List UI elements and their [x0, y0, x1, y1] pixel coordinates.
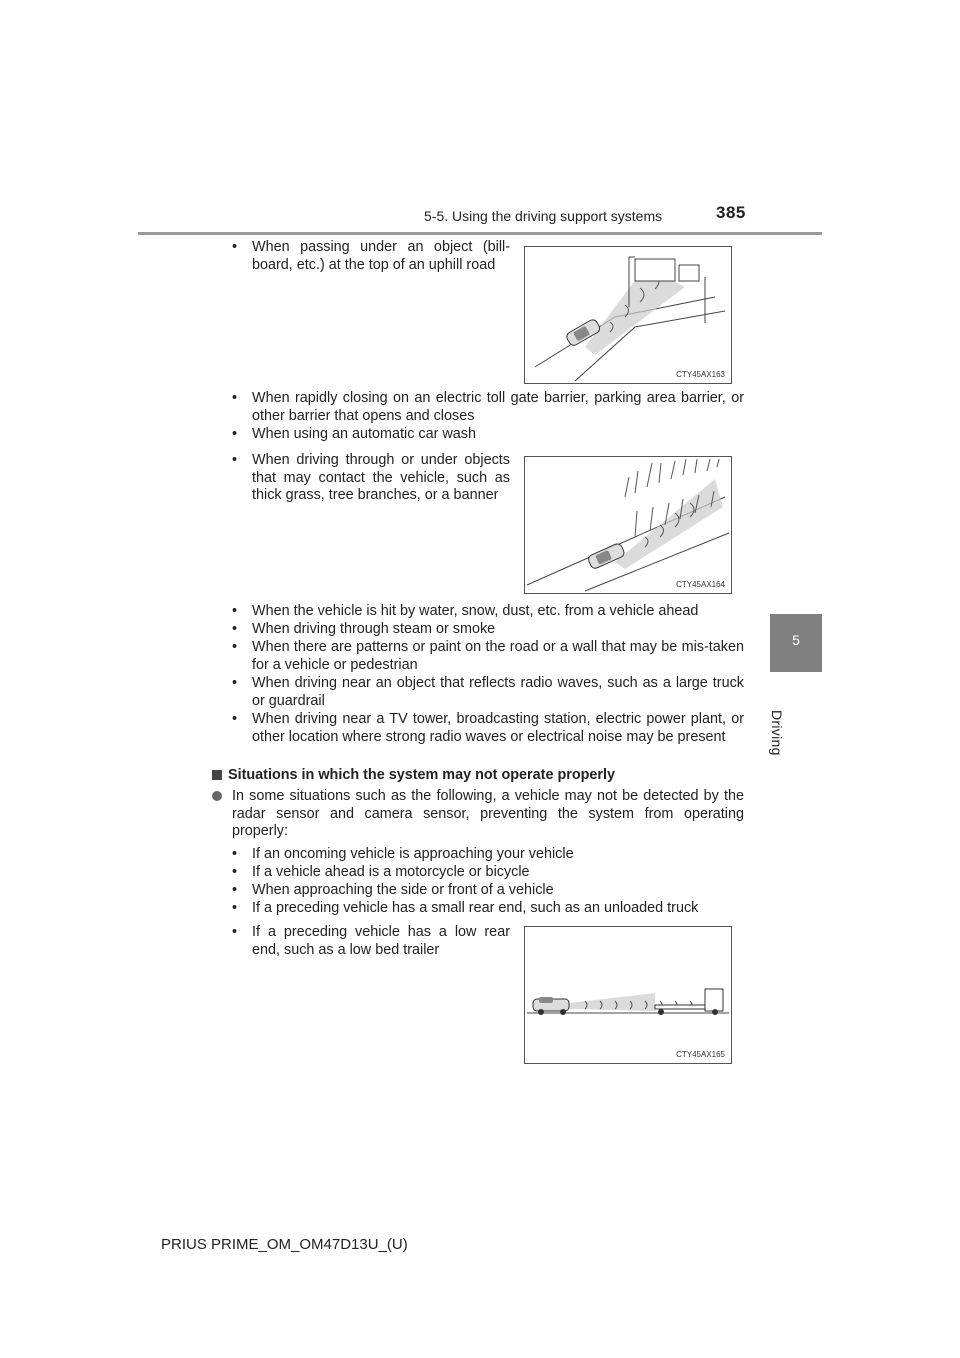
chapter-label: Driving — [769, 710, 785, 756]
section-title: 5-5. Using the driving support systems — [424, 208, 663, 224]
list-item: • If a preceding vehicle has a low rear end, such as a low bed trailer — [232, 924, 510, 958]
list-item: • When the vehicle is hit by water, snow, dust, etc. from a vehicle ahead — [232, 603, 699, 619]
list-item: • When driving through or under objects that may contact the vehicle, such as thick grass, tree branches, or a banner — [232, 452, 510, 504]
grass-branches-illustration — [525, 457, 731, 593]
section-heading: Situations in which the system may not operate properly — [212, 767, 752, 785]
figure-low-bed-trailer — [524, 926, 732, 1064]
list-item: • When driving near a TV tower, broadcasting station, electric power plant, or other location where strong radio waves or electrical noise may be present — [232, 711, 744, 745]
list-item: • When there are patterns or paint on the road or a wall that may be mis-taken for a vehicle or pedestrian — [232, 639, 744, 673]
figure-grass-branches — [524, 456, 732, 594]
list-item: • When driving near an object that reflects radio waves, such as a large truck or guardrail — [232, 675, 744, 709]
circle-bullet-icon — [212, 791, 222, 801]
chapter-number: 5 — [792, 632, 800, 648]
list-item: • When rapidly closing on an electric toll gate barrier, parking area barrier, or other barrier that opens and closes — [232, 390, 744, 424]
list-item: • If a vehicle ahead is a motorcycle or bicycle — [232, 864, 530, 880]
billboard-uphill-illustration — [525, 247, 731, 383]
header-rule — [138, 232, 822, 235]
document-code: PRIUS PRIME_OM_OM47D13U_(U) — [161, 1236, 408, 1253]
square-bullet-icon — [212, 770, 222, 780]
low-bed-trailer-illustration — [525, 927, 731, 1063]
list-item: • When passing under an object (bill-board, etc.) at the top of an uphill road — [232, 239, 510, 273]
list-item: • If a preceding vehicle has a small rear end, such as an unloaded truck — [232, 900, 699, 916]
figure-billboard-uphill — [524, 246, 732, 384]
figure-code: CTY45AX165 — [676, 1050, 725, 1059]
list-item: • When driving through steam or smoke — [232, 621, 496, 637]
list-item: • When approaching the side or front of a vehicle — [232, 882, 554, 898]
list-item: • When using an automatic car wash — [232, 426, 476, 442]
figure-code: CTY45AX164 — [676, 580, 725, 589]
intro-paragraph: In some situations such as the following, a vehicle may not be detected by the radar sensor and camera sensor, preventing the system from operating properly: — [212, 788, 744, 841]
figure-code: CTY45AX163 — [676, 370, 725, 379]
list-item: • If an oncoming vehicle is approaching your vehicle — [232, 846, 574, 862]
page-number: 385 — [716, 203, 746, 222]
